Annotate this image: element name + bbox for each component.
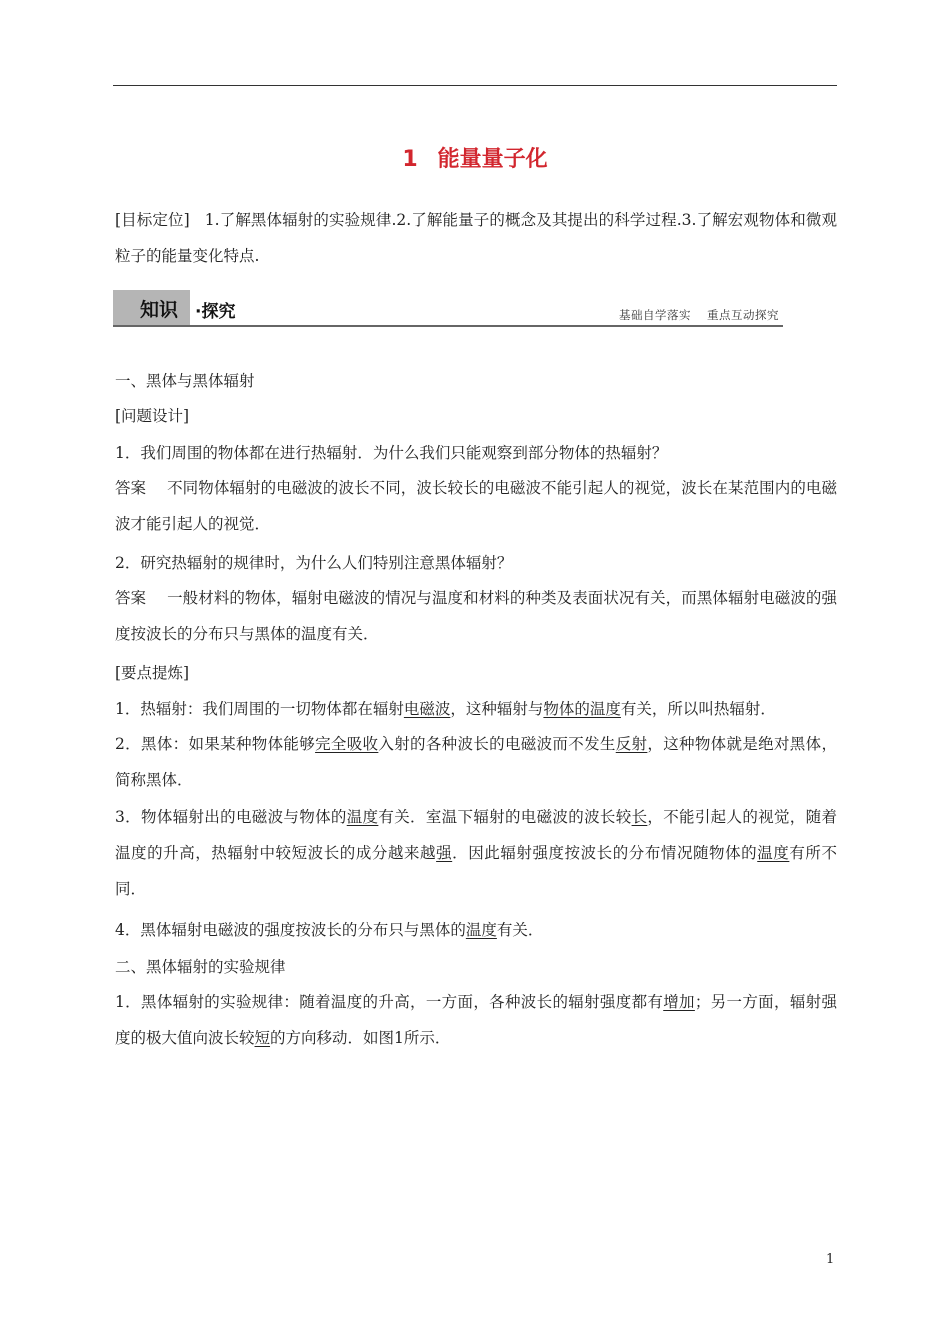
banner-right-labels [619,307,779,323]
answer-label: 答案 [115,589,147,607]
point-2-blank-1: 完全吸收 [315,735,379,753]
s2-point-1-c: 的方向移动．如图1所示． [270,1029,451,1047]
point-4-b: 有关． [496,921,544,939]
section1-heading: 一、黑体与黑体辐射 [115,372,255,390]
point-1-b: ，这种辐射与 [450,700,544,718]
section-banner [113,290,783,328]
answer-label: 答案 [115,479,147,497]
objective-label: [目标定位] [115,211,190,229]
s2-point-1-a: 1．黑体辐射的实验规律：随着温度的升高，一方面，各种波长的辐射强度都有 [115,993,664,1011]
point-3-d: ．因此辐射强度按波长的分布情况随物体的 [452,844,758,862]
point-2-a: 2．黑体：如果某种物体能够 [115,735,316,753]
point-1 [115,697,837,719]
question-2: 2．研究热辐射的规律时，为什么人们特别注意黑体辐射？ [115,554,513,572]
objective-paragraph [115,202,837,274]
answer-1 [115,470,837,542]
point-1-a: 1．热辐射：我们周围的一切物体都在辐射 [115,700,404,718]
point-3-c: ，不能引起人的视觉，随着温度的升高，热辐射中较短波长的成分越来越 [115,808,837,862]
point-2-c: ，这种物体就是绝对黑体，简称黑体． [115,735,837,789]
section2-heading: 二、黑体辐射的实验规律 [115,958,286,976]
s2-point-1-blank-2: 短 [254,1029,271,1047]
banner-right-a: 基础自学落实 [619,308,691,322]
answer-2 [115,580,837,652]
point-4-blank-1: 温度 [465,921,497,939]
banner-rule [113,325,783,327]
point-2-blank-2: 反射 [615,735,648,753]
point-1-c: 有关，所以叫热辐射． [620,700,776,718]
banner-sub-label: ·探究 [195,302,236,322]
header-rule [113,85,837,86]
point-2 [115,726,837,798]
point-3 [115,799,837,907]
section2-point-1 [115,984,837,1056]
point-3-blank-1: 温度 [346,808,379,826]
objective-text: 1.了解黑体辐射的实验规律.2.了解能量子的概念及其提出的科学过程.3.了解宏观物体和微观粒子的能量变化特点. [115,211,837,265]
question-1: 1．我们周围的物体都在进行热辐射．为什么我们只能观察到部分物体的热辐射？ [115,444,668,462]
point-4-a: 4．黑体辐射电磁波的强度按波长的分布只与黑体的 [115,921,466,939]
design-label: [问题设计] [115,407,190,425]
s2-point-1-blank-1: 增加 [663,993,695,1011]
point-3-b: 有关．室温下辐射的电磁波的波长较 [378,808,632,826]
banner-main-label: 知识 [140,299,179,321]
title-number: 1 [402,147,418,172]
points-label: [要点提炼] [115,664,190,682]
point-2-b: 入射的各种波长的电磁波而不发生 [378,735,616,753]
point-1-blank-2: 物体的温度 [543,700,621,718]
point-3-e: 有所不同． [115,844,837,898]
point-3-blank-3: 强 [436,844,453,862]
title-text: 能量量子化 [437,147,548,172]
page-number: 1 [826,1252,835,1267]
point-1-blank-1: 电磁波 [403,700,451,718]
point-4 [115,918,837,940]
point-3-blank-2: 长 [631,808,648,826]
page-title [0,142,950,173]
point-3-a: 3．物体辐射出的电磁波与物体的 [115,808,347,826]
answer-2-text: 一般材料的物体，辐射电磁波的情况与温度和材料的种类及表面状况有关，而黑体辐射电磁波的强度按波长的分布只与黑体的温度有关． [115,589,837,643]
s2-point-1-b: ；另一方面，辐射强度的极大值向波长较 [115,993,837,1047]
banner-right-b: 重点互动探究 [707,308,779,322]
answer-1-text: 不同物体辐射的电磁波的波长不同，波长较长的电磁波不能引起人的视觉，波长在某范围内的电磁波才能引起人的视觉． [115,479,837,533]
point-3-blank-4: 温度 [757,844,790,862]
